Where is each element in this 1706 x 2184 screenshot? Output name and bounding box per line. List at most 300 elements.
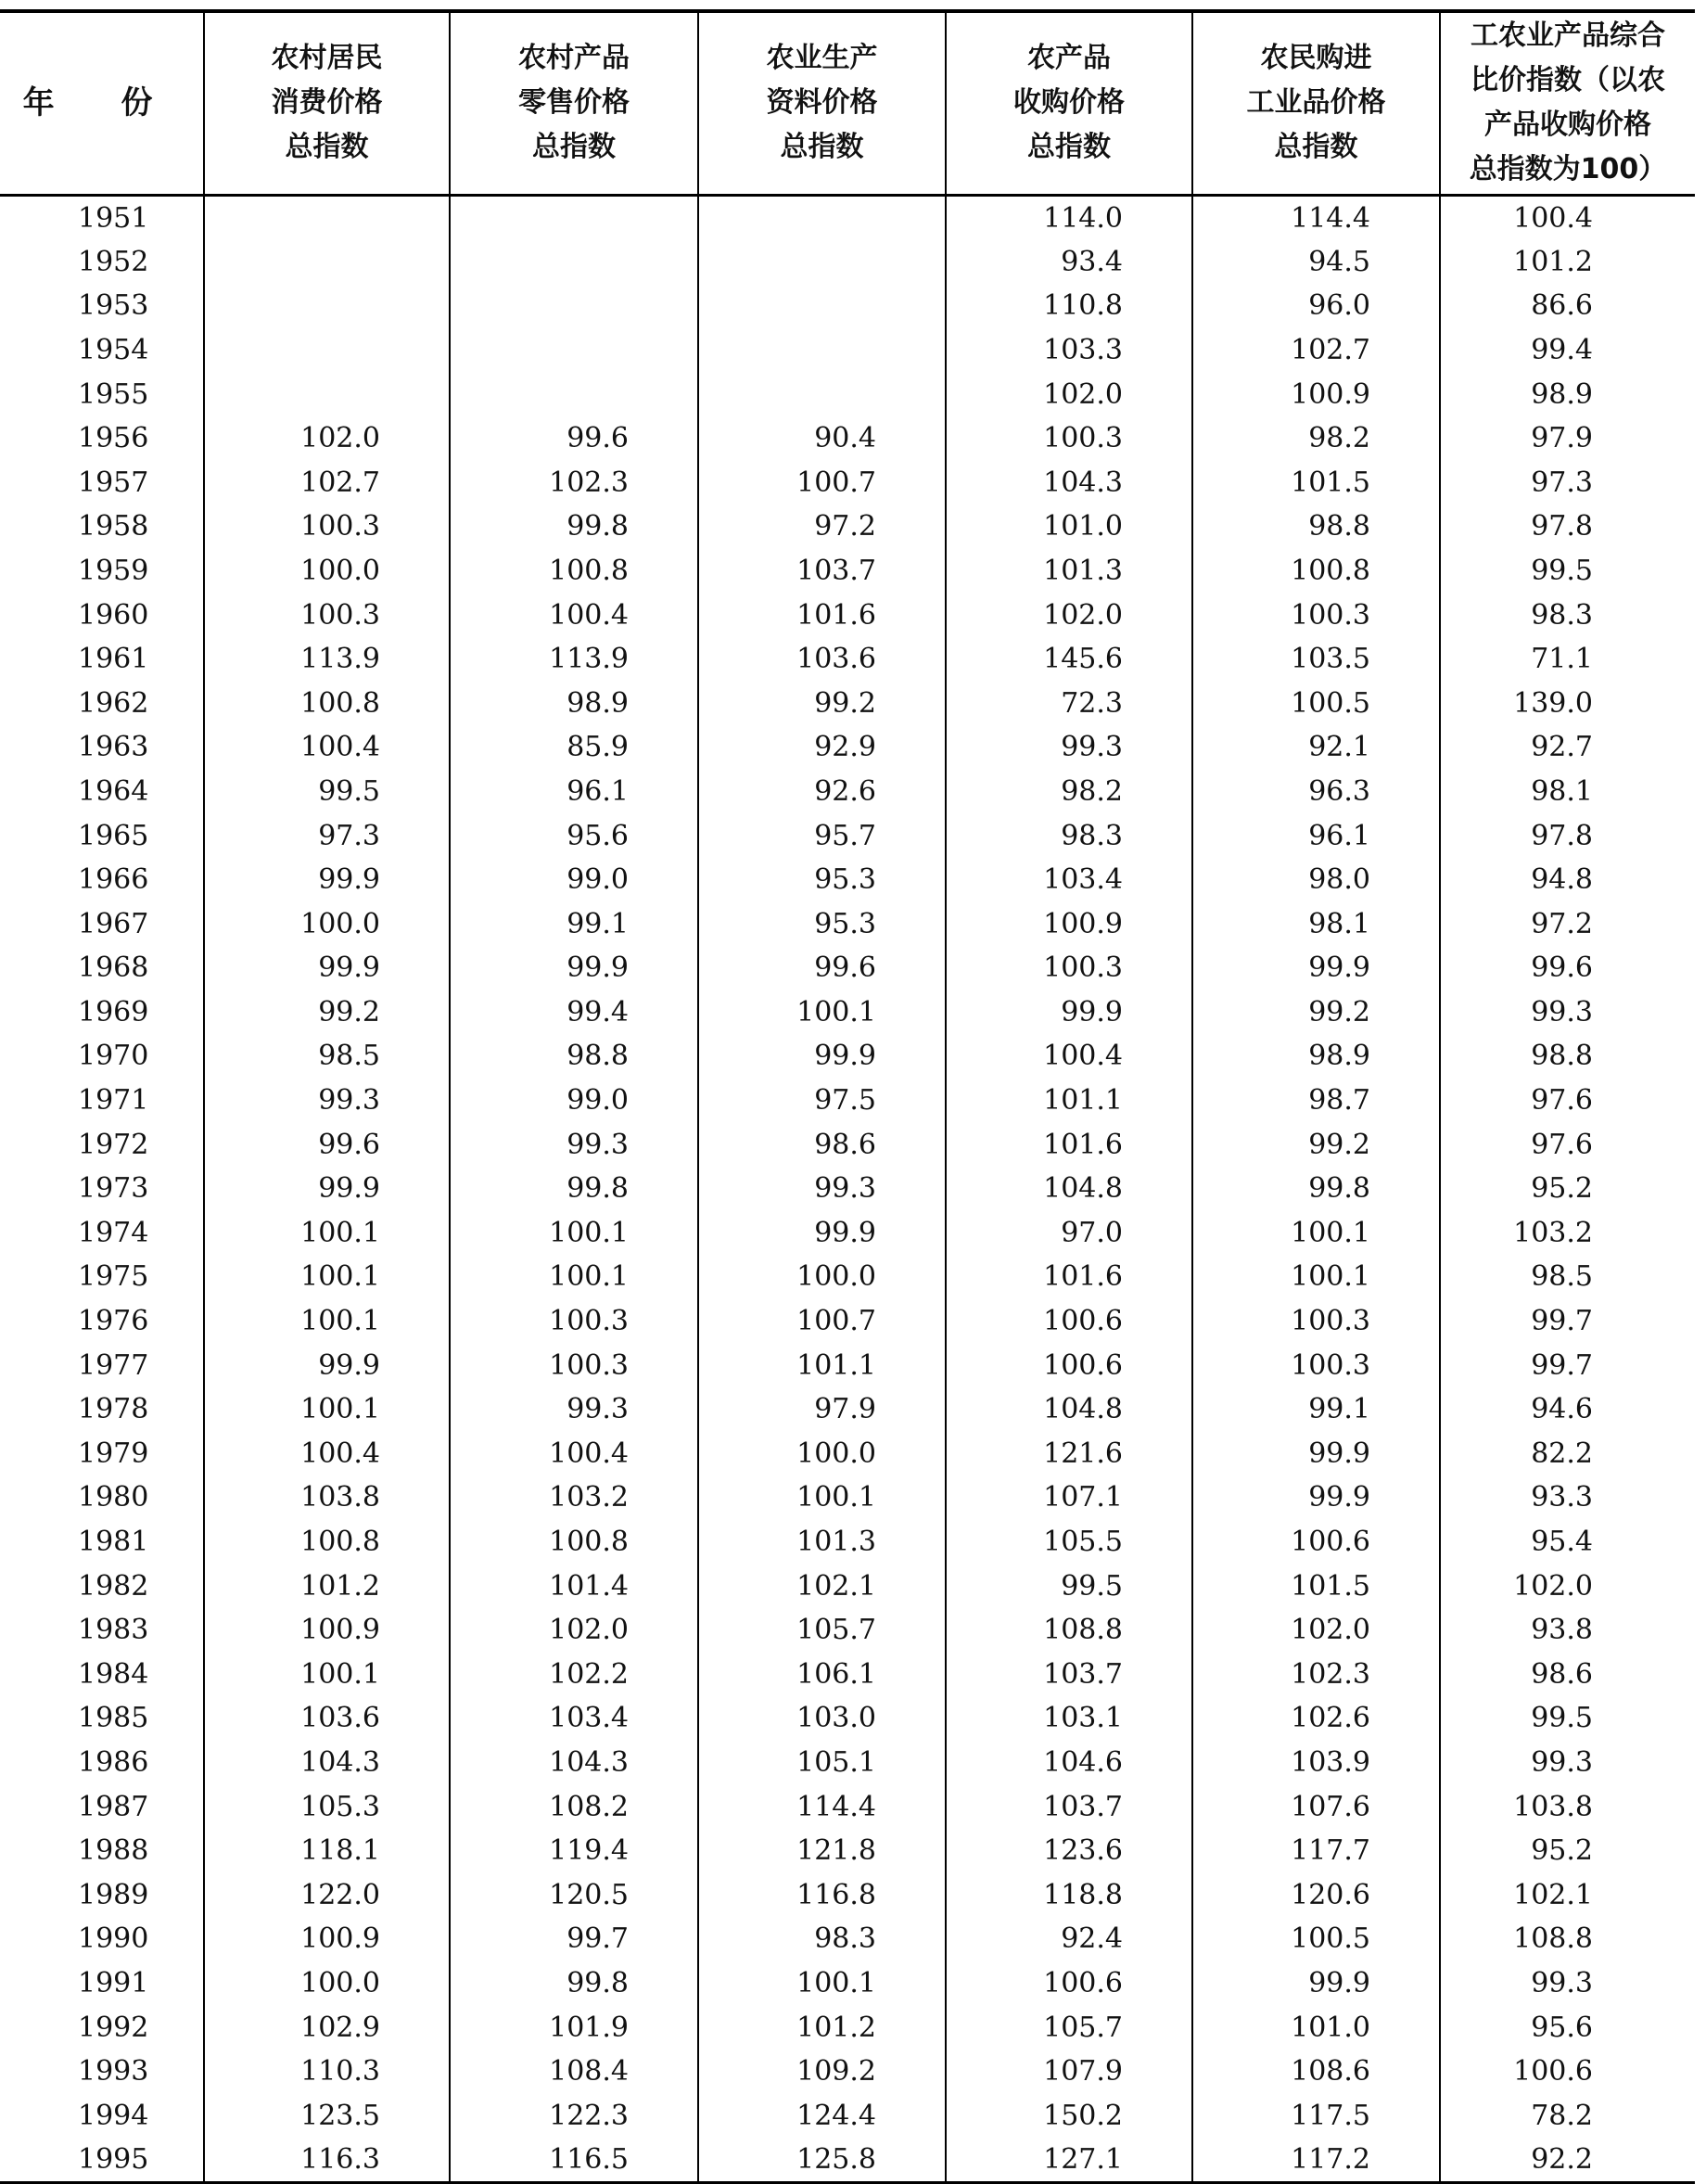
- rural-consumer-price-cell: 99.9: [204, 1343, 450, 1387]
- agri-materials-price-cell: [698, 195, 946, 240]
- header-line: 总指数: [285, 131, 369, 164]
- farm-purchase-price-cell: 100.4: [946, 1034, 1192, 1079]
- year-cell: 1988: [78, 1834, 149, 1868]
- header-line: 消费价格: [271, 86, 383, 120]
- farm-purchase-price-cell: 99.5: [946, 1564, 1192, 1608]
- industrial-goods-price-cell: 102.3: [1192, 1653, 1440, 1697]
- farm-purchase-price-cell: 102.0: [946, 372, 1192, 416]
- header-line: 比价指数（以农: [1470, 64, 1665, 97]
- farm-purchase-price-cell: 98.3: [946, 813, 1192, 858]
- table-row: [0, 1564, 1695, 1608]
- price-ratio-cell: 95.4: [1440, 1520, 1695, 1565]
- rural-consumer-price-cell: 99.9: [204, 1167, 450, 1211]
- farm-purchase-price-cell: 98.2: [946, 770, 1192, 814]
- industrial-goods-price-cell: 117.2: [1192, 2138, 1440, 2183]
- rural-retail-price-cell: 99.3: [450, 1122, 698, 1167]
- table-row: [0, 372, 1695, 416]
- farm-purchase-price-cell: 100.6: [946, 1961, 1192, 2006]
- farm-purchase-price-cell: 107.9: [946, 2050, 1192, 2094]
- rural-consumer-price-cell: 118.1: [204, 1829, 450, 1873]
- farm-purchase-price-cell: 110.8: [946, 284, 1192, 328]
- price-ratio-cell: 98.9: [1440, 372, 1695, 416]
- table-header: [0, 11, 1695, 195]
- farm-purchase-price-cell: 145.6: [946, 637, 1192, 682]
- industrial-goods-price-cell: 117.7: [1192, 1829, 1440, 1873]
- year-cell: 1979: [78, 1437, 149, 1470]
- table-row: [0, 328, 1695, 373]
- rural-consumer-price-cell: 97.3: [204, 813, 450, 858]
- agri-materials-price-cell: 97.9: [698, 1387, 946, 1432]
- rural-consumer-price-cell: 110.3: [204, 2050, 450, 2094]
- agri-materials-price-cell: 99.6: [698, 946, 946, 990]
- agri-materials-price-cell: 116.8: [698, 1872, 946, 1917]
- farm-purchase-price-cell: 103.7: [946, 1784, 1192, 1829]
- farm-purchase-price-cell: 127.1: [946, 2138, 1192, 2183]
- year-cell: 1952: [78, 245, 149, 278]
- rural-consumer-price-index-header: [204, 11, 450, 195]
- farm-purchase-price-cell: 100.6: [946, 1343, 1192, 1387]
- agri-materials-price-cell: 92.9: [698, 725, 946, 770]
- table-row: [0, 681, 1695, 725]
- header-line: 农村产品: [518, 42, 630, 75]
- table-row: [0, 1520, 1695, 1565]
- industrial-goods-price-cell: 100.3: [1192, 1343, 1440, 1387]
- agri-materials-price-cell: [698, 240, 946, 285]
- year-cell: 1954: [78, 333, 149, 366]
- farm-purchase-price-cell: 97.0: [946, 1211, 1192, 1256]
- year-cell: 1972: [78, 1128, 149, 1161]
- year-cell: 1986: [78, 1745, 149, 1779]
- farm-purchase-price-cell: 150.2: [946, 2093, 1192, 2138]
- price-ratio-cell: 98.5: [1440, 1255, 1695, 1299]
- price-ratio-cell: 99.3: [1440, 990, 1695, 1035]
- price-ratio-cell: 99.4: [1440, 328, 1695, 373]
- price-ratio-cell: 92.2: [1440, 2138, 1695, 2183]
- rural-consumer-price-cell: 100.4: [204, 725, 450, 770]
- industrial-goods-price-cell: 100.8: [1192, 549, 1440, 594]
- rural-retail-price-cell: 104.3: [450, 1741, 698, 1785]
- price-ratio-cell: 97.8: [1440, 504, 1695, 549]
- year-cell: 1963: [78, 731, 149, 764]
- table-row: [0, 637, 1695, 682]
- farm-purchase-price-cell: 105.5: [946, 1520, 1192, 1565]
- industrial-goods-price-cell: 98.7: [1192, 1079, 1440, 1123]
- industrial-goods-price-cell: 101.5: [1192, 460, 1440, 504]
- agri-materials-price-cell: 121.8: [698, 1829, 946, 1873]
- rural-retail-price-cell: 96.1: [450, 770, 698, 814]
- industrial-goods-price-cell: 100.1: [1192, 1255, 1440, 1299]
- industrial-goods-price-cell: 100.5: [1192, 1917, 1440, 1961]
- industrial-agricultural-price-ratio-index-header: [1440, 11, 1695, 195]
- price-ratio-cell: 99.7: [1440, 1343, 1695, 1387]
- agri-materials-price-cell: 100.0: [698, 1432, 946, 1476]
- agri-materials-price-cell: 100.1: [698, 1475, 946, 1520]
- header-line: 总指数: [1027, 131, 1111, 164]
- price-ratio-cell: 103.2: [1440, 1211, 1695, 1256]
- agri-materials-price-cell: 101.3: [698, 1520, 946, 1565]
- rural-consumer-price-cell: 100.1: [204, 1387, 450, 1432]
- year-cell: 1977: [78, 1348, 149, 1382]
- year-cell: 1985: [78, 1702, 149, 1735]
- table-row: [0, 2050, 1695, 2094]
- rural-retail-price-cell: 100.8: [450, 549, 698, 594]
- rural-retail-price-cell: 100.8: [450, 1520, 698, 1565]
- farm-purchase-price-cell: 100.3: [946, 416, 1192, 461]
- rural-consumer-price-cell: 102.7: [204, 460, 450, 504]
- price-ratio-cell: 102.1: [1440, 1872, 1695, 1917]
- price-ratio-cell: 93.3: [1440, 1475, 1695, 1520]
- year-cell: 1990: [78, 1922, 149, 1956]
- price-ratio-cell: 98.6: [1440, 1653, 1695, 1697]
- farm-purchase-price-cell: 118.8: [946, 1872, 1192, 1917]
- price-ratio-cell: 101.2: [1440, 240, 1695, 285]
- table-row: [0, 1387, 1695, 1432]
- industrial-goods-price-cell: 99.9: [1192, 946, 1440, 990]
- price-ratio-cell: 99.6: [1440, 946, 1695, 990]
- agri-materials-price-cell: 99.9: [698, 1034, 946, 1079]
- rural-retail-price-cell: 98.8: [450, 1034, 698, 1079]
- industrial-goods-price-cell: 117.5: [1192, 2093, 1440, 2138]
- table-row: [0, 2138, 1695, 2183]
- rural-consumer-price-cell: 100.1: [204, 1299, 450, 1344]
- industrial-goods-price-cell: 100.1: [1192, 1211, 1440, 1256]
- agri-materials-price-cell: 100.1: [698, 990, 946, 1035]
- rural-consumer-price-cell: 103.8: [204, 1475, 450, 1520]
- industrial-goods-price-cell: 102.7: [1192, 328, 1440, 373]
- industrial-goods-price-cell: 98.1: [1192, 901, 1440, 946]
- year-cell: 1983: [78, 1614, 149, 1647]
- table-row: [0, 1255, 1695, 1299]
- agri-materials-price-cell: 100.0: [698, 1255, 946, 1299]
- rural-consumer-price-cell: 100.0: [204, 901, 450, 946]
- rural-retail-price-cell: 116.5: [450, 2138, 698, 2183]
- price-ratio-cell: 82.2: [1440, 1432, 1695, 1476]
- rural-consumer-price-cell: 99.6: [204, 1122, 450, 1167]
- agri-materials-price-cell: 103.7: [698, 549, 946, 594]
- agri-materials-price-cell: 99.9: [698, 1211, 946, 1256]
- year-cell: 1978: [78, 1393, 149, 1426]
- rural-retail-price-cell: 113.9: [450, 637, 698, 682]
- rural-retail-price-cell: 99.7: [450, 1917, 698, 1961]
- table-row: [0, 1961, 1695, 2006]
- rural-retail-price-cell: [450, 328, 698, 373]
- table-row: [0, 858, 1695, 902]
- table-row: [0, 1299, 1695, 1344]
- agri-materials-price-cell: 103.6: [698, 637, 946, 682]
- rural-retail-price-cell: 100.3: [450, 1299, 698, 1344]
- header-line: 零售价格: [518, 86, 630, 120]
- table-row: [0, 504, 1695, 549]
- table-row: [0, 1432, 1695, 1476]
- price-ratio-cell: 86.6: [1440, 284, 1695, 328]
- farm-purchase-price-cell: 107.1: [946, 1475, 1192, 1520]
- industrial-goods-price-cell: 101.0: [1192, 2005, 1440, 2050]
- price-ratio-cell: 95.2: [1440, 1829, 1695, 1873]
- table-row: [0, 2093, 1695, 2138]
- year-cell: 1964: [78, 774, 149, 808]
- industrial-goods-price-cell: 99.8: [1192, 1167, 1440, 1211]
- rural-consumer-price-cell: 99.9: [204, 858, 450, 902]
- price-ratio-cell: 99.3: [1440, 1741, 1695, 1785]
- header-line: 资料价格: [766, 86, 878, 120]
- rural-retail-price-cell: [450, 372, 698, 416]
- table-row: [0, 1122, 1695, 1167]
- year-column-header: [0, 11, 204, 195]
- rural-consumer-price-cell: 102.9: [204, 2005, 450, 2050]
- agri-materials-price-cell: 92.6: [698, 770, 946, 814]
- rural-consumer-price-cell: 100.3: [204, 504, 450, 549]
- table-row: [0, 1608, 1695, 1653]
- farm-purchase-price-cell: 101.6: [946, 1255, 1192, 1299]
- year-cell: 1955: [78, 377, 149, 411]
- farm-purchase-price-cell: 105.7: [946, 2005, 1192, 2050]
- agri-materials-price-cell: [698, 372, 946, 416]
- rural-consumer-price-cell: [204, 284, 450, 328]
- farm-purchase-price-cell: 104.8: [946, 1167, 1192, 1211]
- rural-consumer-price-cell: [204, 372, 450, 416]
- year-cell: 1953: [78, 289, 149, 323]
- year-cell: 1971: [78, 1084, 149, 1118]
- table-row: [0, 770, 1695, 814]
- rural-retail-price-index-header: [450, 11, 698, 195]
- rural-consumer-price-cell: 100.3: [204, 593, 450, 637]
- farm-purchase-price-cell: 100.3: [946, 946, 1192, 990]
- rural-retail-price-cell: [450, 195, 698, 240]
- year-cell: 1995: [0, 2138, 204, 2183]
- table-row: [0, 1167, 1695, 1211]
- agri-materials-price-cell: [698, 284, 946, 328]
- agri-materials-price-cell: 95.3: [698, 858, 946, 902]
- farm-purchase-price-cell: 102.0: [946, 593, 1192, 637]
- industrial-goods-price-cell: 98.0: [1192, 858, 1440, 902]
- rural-retail-price-cell: 102.0: [450, 1608, 698, 1653]
- price-ratio-cell: 97.3: [1440, 460, 1695, 504]
- agri-materials-price-cell: 101.1: [698, 1343, 946, 1387]
- industrial-goods-price-cell: 100.3: [1192, 593, 1440, 637]
- industrial-goods-price-cell: 98.9: [1192, 1034, 1440, 1079]
- farm-purchase-price-cell: 101.0: [946, 504, 1192, 549]
- price-ratio-cell: 99.5: [1440, 549, 1695, 594]
- price-index-table: [0, 9, 1695, 2184]
- rural-retail-price-cell: 102.2: [450, 1653, 698, 1697]
- header-line: 农村居民: [271, 42, 383, 75]
- industrial-goods-price-cell: 98.2: [1192, 416, 1440, 461]
- industrial-goods-price-cell: 107.6: [1192, 1784, 1440, 1829]
- year-cell: 1962: [78, 686, 149, 720]
- rural-consumer-price-cell: 100.1: [204, 1653, 450, 1697]
- price-ratio-cell: 102.0: [1440, 1564, 1695, 1608]
- table-row: [0, 946, 1695, 990]
- year-cell: 1993: [78, 2055, 149, 2088]
- rural-consumer-price-cell: 100.0: [204, 549, 450, 594]
- table-row: [0, 593, 1695, 637]
- year-cell: 1968: [78, 952, 149, 985]
- agri-materials-price-cell: 95.7: [698, 813, 946, 858]
- table-row: [0, 1034, 1695, 1079]
- table-row: [0, 990, 1695, 1035]
- farm-purchase-price-cell: 103.7: [946, 1653, 1192, 1697]
- industrial-goods-price-cell: 100.5: [1192, 681, 1440, 725]
- rural-consumer-price-cell: 100.9: [204, 1917, 450, 1961]
- year-cell: 1989: [78, 1878, 149, 1911]
- price-ratio-cell: 98.1: [1440, 770, 1695, 814]
- rural-retail-price-cell: 108.2: [450, 1784, 698, 1829]
- rural-consumer-price-cell: 98.5: [204, 1034, 450, 1079]
- table-row: [0, 416, 1695, 461]
- rural-consumer-price-cell: 99.2: [204, 990, 450, 1035]
- year-cell: 1960: [78, 598, 149, 632]
- industrial-goods-price-cell: 102.0: [1192, 1608, 1440, 1653]
- industrial-goods-price-cell: 98.8: [1192, 504, 1440, 549]
- industrial-goods-price-cell: 99.9: [1192, 1961, 1440, 2006]
- header-line: 工农业产品综合: [1470, 19, 1665, 53]
- rural-retail-price-cell: [450, 284, 698, 328]
- rural-consumer-price-cell: 104.3: [204, 1741, 450, 1785]
- table-row: [0, 284, 1695, 328]
- agri-materials-price-cell: 105.7: [698, 1608, 946, 1653]
- rural-retail-price-cell: 100.1: [450, 1211, 698, 1256]
- price-ratio-cell: 97.2: [1440, 901, 1695, 946]
- industrial-goods-price-cell: 94.5: [1192, 240, 1440, 285]
- rural-consumer-price-cell: 99.3: [204, 1079, 450, 1123]
- rural-consumer-price-cell: 123.5: [204, 2093, 450, 2138]
- industrial-goods-price-cell: 99.9: [1192, 1432, 1440, 1476]
- agri-materials-price-cell: 95.3: [698, 901, 946, 946]
- agri-materials-price-cell: 98.3: [698, 1917, 946, 1961]
- farm-purchase-price-cell: 103.3: [946, 328, 1192, 373]
- header-line: 产品收购价格: [1484, 109, 1651, 142]
- industrial-goods-price-cell: 99.2: [1192, 1122, 1440, 1167]
- rural-consumer-price-cell: 100.1: [204, 1255, 450, 1299]
- rural-retail-price-cell: 103.4: [450, 1696, 698, 1741]
- year-cell: 1958: [78, 510, 149, 543]
- agri-materials-price-cell: 90.4: [698, 416, 946, 461]
- price-ratio-cell: 98.8: [1440, 1034, 1695, 1079]
- price-ratio-cell: 97.6: [1440, 1079, 1695, 1123]
- table-row: [0, 1696, 1695, 1741]
- farm-purchase-price-cell: 121.6: [946, 1432, 1192, 1476]
- rural-consumer-price-cell: 100.8: [204, 1520, 450, 1565]
- year-cell: 1956: [78, 422, 149, 455]
- header-line: 农业生产: [766, 42, 878, 75]
- industrial-goods-price-cell: 100.6: [1192, 1520, 1440, 1565]
- price-ratio-cell: 95.2: [1440, 1167, 1695, 1211]
- year-cell: 1969: [78, 995, 149, 1028]
- price-ratio-cell: 103.8: [1440, 1784, 1695, 1829]
- header-line: 年 份: [22, 84, 181, 122]
- header-line: 工业品价格: [1246, 86, 1386, 120]
- year-cell: 1961: [78, 643, 149, 676]
- farm-purchase-price-cell: 104.6: [946, 1741, 1192, 1785]
- price-ratio-cell: 100.4: [1440, 195, 1695, 240]
- farm-purchase-price-cell: 101.1: [946, 1079, 1192, 1123]
- farm-purchase-price-cell: 101.3: [946, 549, 1192, 594]
- industrial-goods-price-cell: 99.2: [1192, 990, 1440, 1035]
- industrial-goods-price-cell: 100.9: [1192, 372, 1440, 416]
- header-line: 总指数: [532, 131, 616, 164]
- year-cell: 1982: [78, 1569, 149, 1603]
- agri-materials-price-cell: 109.2: [698, 2050, 946, 2094]
- farm-purchase-price-cell: 108.8: [946, 1608, 1192, 1653]
- year-cell: 1951: [78, 201, 149, 235]
- agri-materials-price-cell: 100.1: [698, 1961, 946, 2006]
- header-line: 总指数: [780, 131, 864, 164]
- farm-purchase-price-cell: 104.8: [946, 1387, 1192, 1432]
- year-cell: 1980: [78, 1481, 149, 1514]
- table-row: [0, 240, 1695, 285]
- rural-consumer-price-cell: 99.9: [204, 946, 450, 990]
- price-ratio-cell: 108.8: [1440, 1917, 1695, 1961]
- rural-retail-price-cell: 85.9: [450, 725, 698, 770]
- rural-retail-price-cell: 99.0: [450, 1079, 698, 1123]
- industrial-goods-price-cell: 108.6: [1192, 2050, 1440, 2094]
- industrial-goods-price-cell: 96.0: [1192, 284, 1440, 328]
- industrial-goods-price-cell: 102.6: [1192, 1696, 1440, 1741]
- rural-consumer-price-cell: 102.0: [204, 416, 450, 461]
- agri-materials-price-cell: 106.1: [698, 1653, 946, 1697]
- rural-retail-price-cell: [450, 240, 698, 285]
- agri-materials-price-cell: 97.5: [698, 1079, 946, 1123]
- rural-consumer-price-cell: [204, 328, 450, 373]
- rural-retail-price-cell: 100.1: [450, 1255, 698, 1299]
- rural-retail-price-cell: 101.9: [450, 2005, 698, 2050]
- rural-retail-price-cell: 100.4: [450, 593, 698, 637]
- industrial-goods-price-cell: 103.9: [1192, 1741, 1440, 1785]
- farmer-industrial-goods-price-index-header: [1192, 11, 1440, 195]
- header-line: 农民购进: [1260, 42, 1372, 75]
- table-row: [0, 725, 1695, 770]
- rural-consumer-price-cell: 101.2: [204, 1564, 450, 1608]
- agri-materials-price-cell: 101.6: [698, 593, 946, 637]
- industrial-goods-price-cell: 96.1: [1192, 813, 1440, 858]
- rural-retail-price-cell: 100.3: [450, 1343, 698, 1387]
- rural-retail-price-cell: 119.4: [450, 1829, 698, 1873]
- table-row: [0, 1829, 1695, 1873]
- year-cell: 1970: [78, 1040, 149, 1073]
- rural-retail-price-cell: 99.0: [450, 858, 698, 902]
- rural-consumer-price-cell: 100.4: [204, 1432, 450, 1476]
- rural-consumer-price-cell: 122.0: [204, 1872, 450, 1917]
- farm-purchase-price-cell: 104.3: [946, 460, 1192, 504]
- farm-purchase-price-cell: 103.1: [946, 1696, 1192, 1741]
- table-row: [0, 549, 1695, 594]
- industrial-goods-price-cell: 101.5: [1192, 1564, 1440, 1608]
- table-row: [0, 1741, 1695, 1785]
- industrial-goods-price-cell: 114.4: [1192, 195, 1440, 240]
- agri-materials-price-cell: 124.4: [698, 2093, 946, 2138]
- price-ratio-cell: 98.3: [1440, 593, 1695, 637]
- rural-consumer-price-cell: 100.1: [204, 1211, 450, 1256]
- table-row: [0, 1872, 1695, 1917]
- farm-purchase-price-cell: 100.6: [946, 1299, 1192, 1344]
- rural-retail-price-cell: 98.9: [450, 681, 698, 725]
- rural-consumer-price-cell: [204, 195, 450, 240]
- year-cell: 1967: [78, 907, 149, 940]
- table-row: [0, 1079, 1695, 1123]
- price-ratio-cell: 94.6: [1440, 1387, 1695, 1432]
- year-cell: 1959: [78, 554, 149, 587]
- header-line: 收购价格: [1013, 86, 1125, 120]
- agri-materials-price-cell: 100.7: [698, 460, 946, 504]
- year-cell: 1984: [78, 1657, 149, 1691]
- table-row: [0, 2005, 1695, 2050]
- rural-consumer-price-cell: 103.6: [204, 1696, 450, 1741]
- farm-purchase-price-cell: 123.6: [946, 1829, 1192, 1873]
- rural-retail-price-cell: 100.4: [450, 1432, 698, 1476]
- industrial-goods-price-cell: 92.1: [1192, 725, 1440, 770]
- year-cell: 1957: [78, 466, 149, 499]
- year-cell: 1966: [78, 863, 149, 897]
